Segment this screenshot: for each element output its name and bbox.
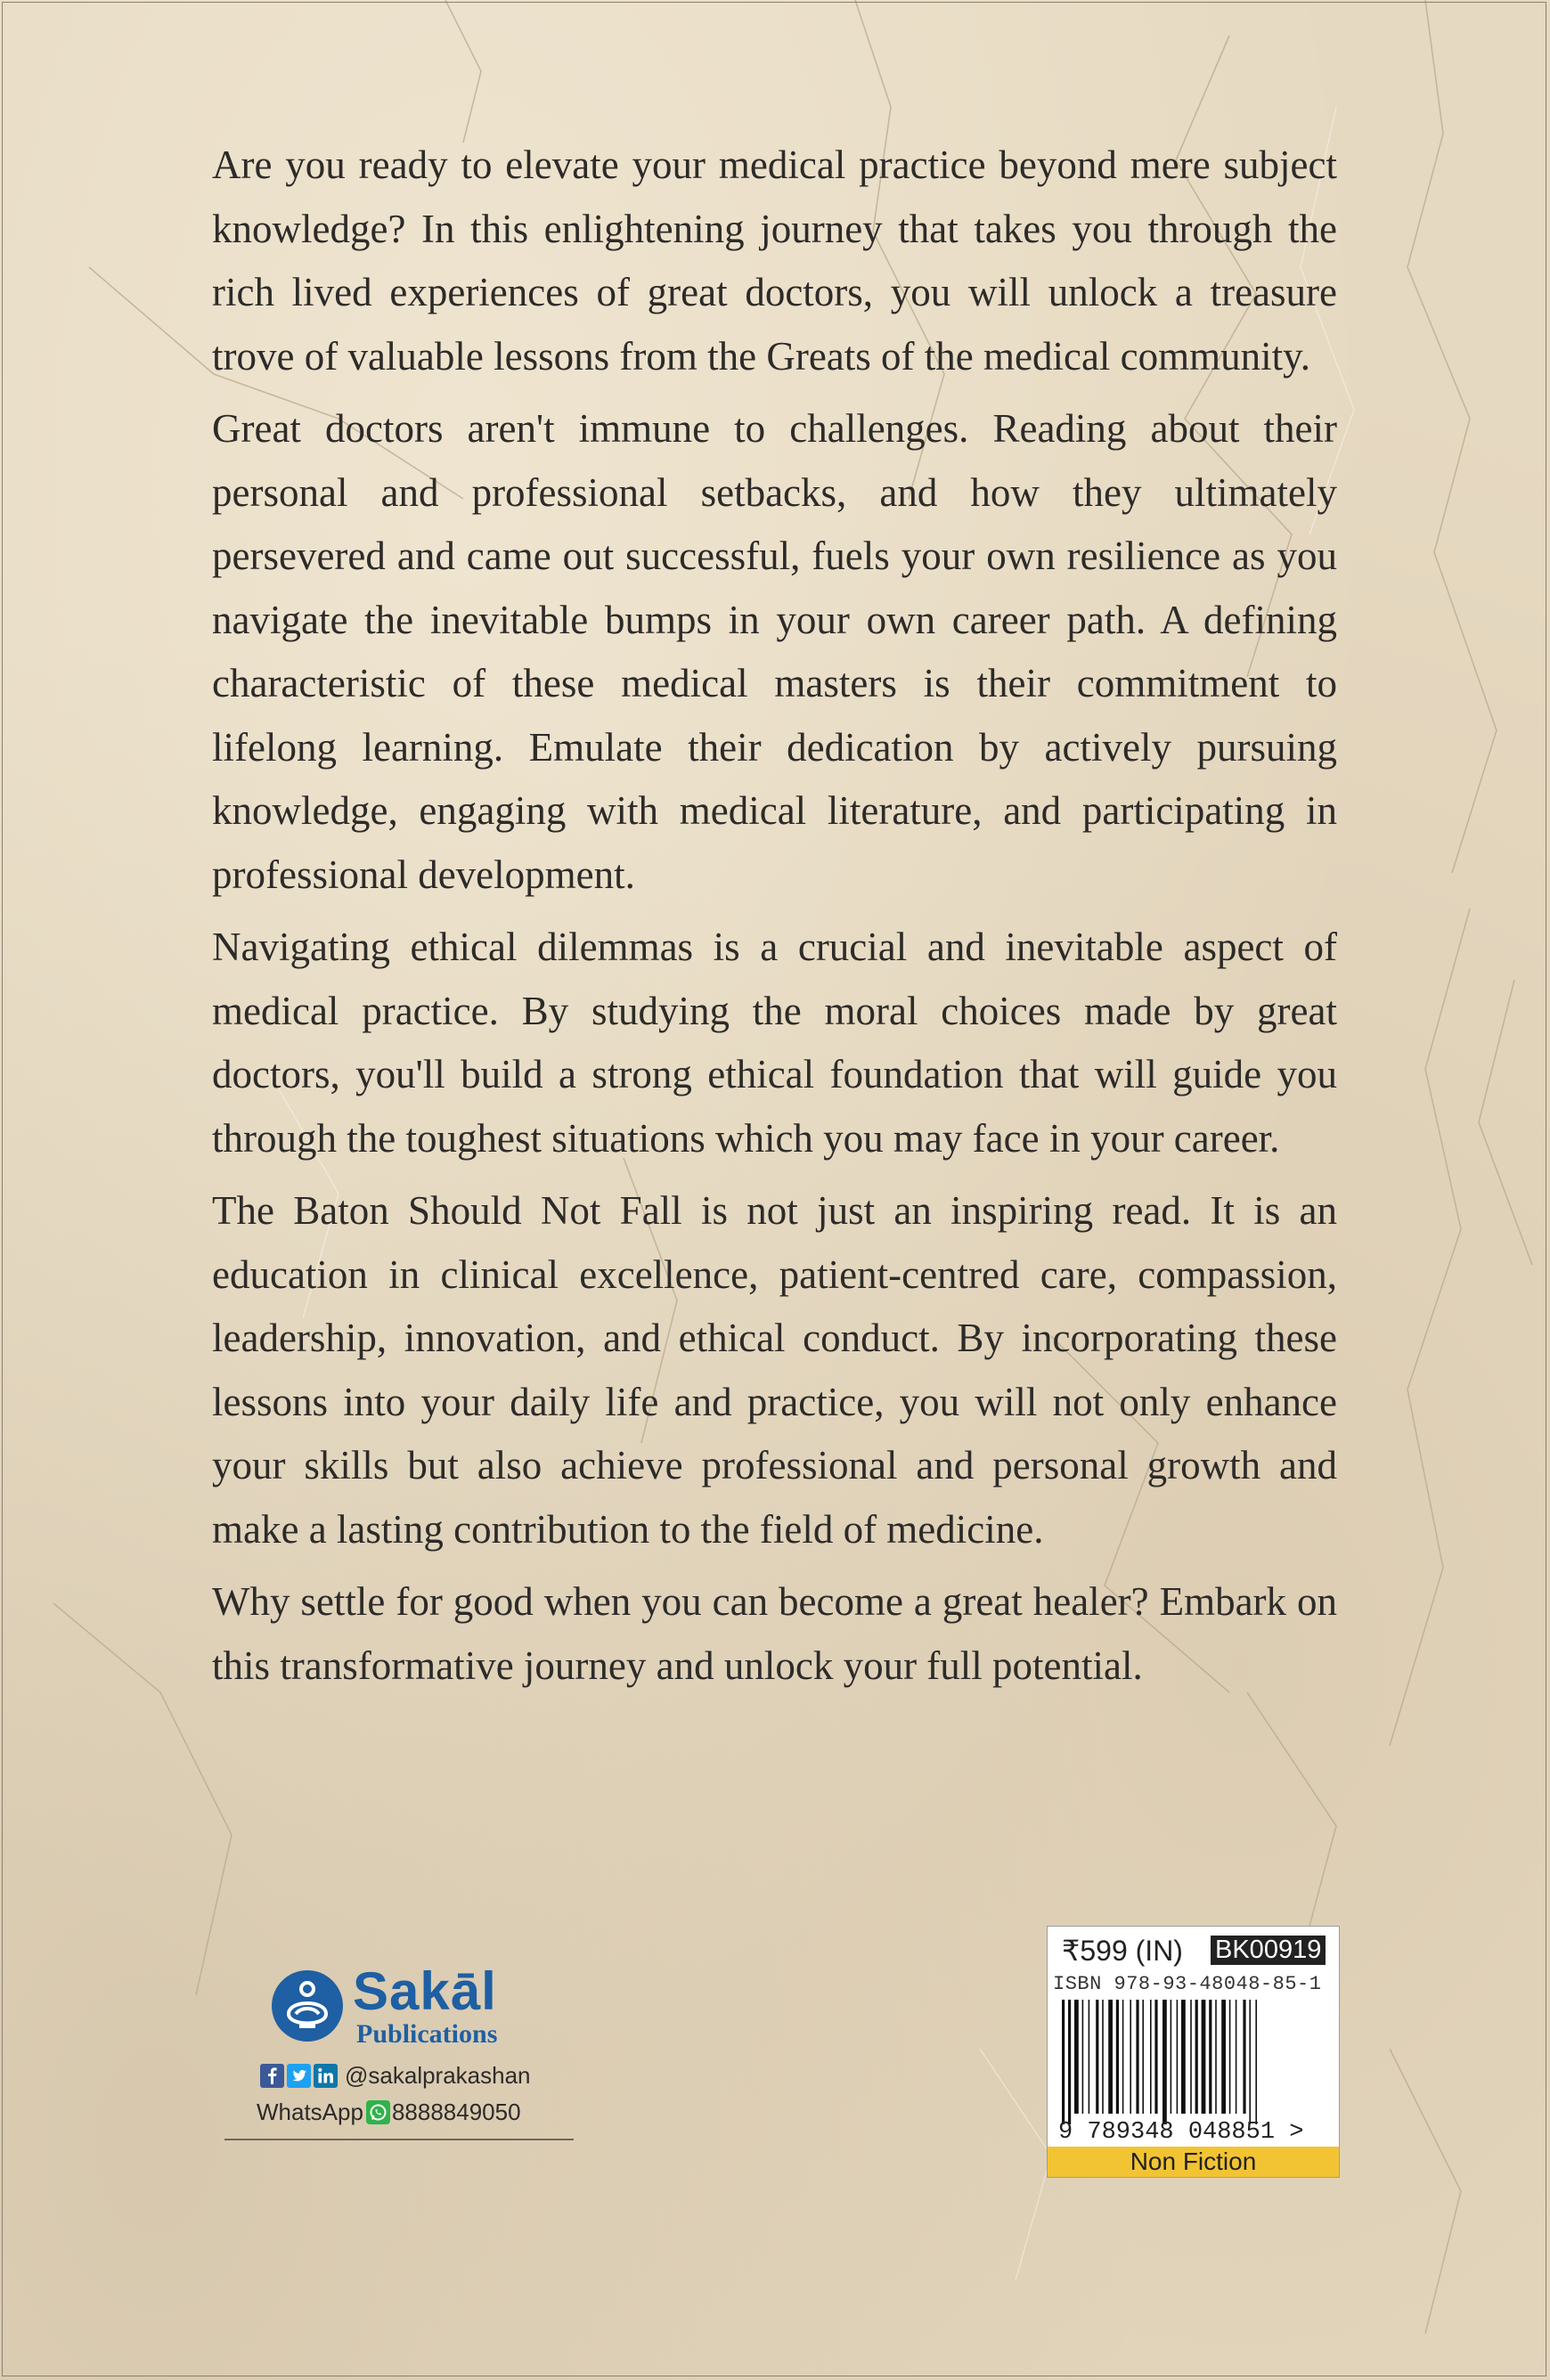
barcode-bar (1108, 2000, 1113, 2114)
sakal-emblem-icon (269, 1968, 346, 2044)
social-handle[interactable]: @sakalprakashan (345, 2062, 531, 2089)
publisher-logo (269, 1961, 574, 2049)
whatsapp-number[interactable]: 8888849050 (391, 2099, 521, 2125)
barcode-bar (1096, 2000, 1098, 2114)
barcode-bar (1062, 2000, 1065, 2124)
barcode-digits: 9 789348 048851 > (1058, 2119, 1304, 2146)
barcode-bar (1089, 2000, 1090, 2114)
publisher-divider (224, 2139, 574, 2140)
barcode-bar (1195, 2000, 1198, 2114)
barcode-bar (1122, 2000, 1124, 2114)
twitter-icon[interactable] (287, 2064, 311, 2088)
barcode-bar (1102, 2000, 1104, 2114)
barcode-bar (1150, 2000, 1152, 2114)
barcode-bar (1202, 2000, 1206, 2114)
barcode-bar (1215, 2000, 1217, 2114)
facebook-icon[interactable] (260, 2064, 284, 2088)
blurb-paragraph: Why settle for good when you can become a great healer? Embark on this transformative journey and unlock your full potential. (212, 1579, 1337, 1688)
back-cover-blurb (212, 134, 1337, 1707)
blurb-paragraph: The Baton Should Not Fall is not just an inspiring read. It is an education in clinical excellence, patient-centred care, compassion, leadership, innovation, and ethical conduct. By incorporating these lessons into your daily life and practice, you will not only enhance your skills but also achieve professional and personal growth and make a lasting contribution to the field of medicine. (212, 1188, 1337, 1552)
barcode-bar (1221, 2000, 1226, 2114)
social-links (260, 2062, 574, 2090)
blurb-paragraph: Are you ready to elevate your medical practice beyond mere subject knowledge? In this enlightening journey that takes you through the rich lived experiences of great doctors, you will unlock a treasure trove of valuable lessons from the Greats of the medical community. (212, 143, 1337, 379)
whatsapp-icon (366, 2100, 390, 2124)
barcode-bar (1074, 2000, 1079, 2114)
barcode-bar (1190, 2000, 1192, 2114)
price-label: ₹599 (IN) (1062, 1935, 1183, 1967)
barcode-bar (1116, 2000, 1119, 2114)
barcode-bar (1177, 2000, 1179, 2114)
barcode-bar (1181, 2000, 1186, 2114)
barcode-bar (1229, 2000, 1231, 2114)
barcode-bar (1130, 2000, 1131, 2114)
publisher-block (224, 1961, 574, 2140)
barcode-bar (1082, 2000, 1084, 2114)
whatsapp-label: WhatsApp (257, 2099, 363, 2125)
publisher-subtitle: Publications (356, 2019, 498, 2049)
barcode-bar (1236, 2000, 1237, 2114)
linkedin-icon[interactable] (314, 2064, 338, 2088)
isbn-label: ISBN 978-93-48048-85-1 (1053, 1973, 1322, 1995)
blurb-paragraph: Great doctors aren't immune to challenges. Reading about their personal and professional setbacks, and how they ultimately persevered and came out successful, fuels your own resilience as you navigate the inevitable bumps in your own career path. A defining characteristic of these medical masters is their commitment to lifelong learning. Emulate their dedication by actively pursuing knowledge, engaging with medical literature, and participating in professional development. (212, 406, 1337, 897)
genre-label: Non Fiction (1048, 2147, 1339, 2177)
price-barcode-box (1047, 1926, 1340, 2178)
barcode-bar (1249, 2000, 1251, 2124)
whatsapp-contact (257, 2099, 574, 2126)
barcode-bar (1142, 2000, 1144, 2114)
barcode-bar (1068, 2000, 1071, 2124)
isbn-barcode (1060, 2000, 1327, 2124)
barcode-bar (1255, 2000, 1257, 2124)
book-code-badge: BK00919 (1211, 1936, 1326, 1965)
barcode-bar (1154, 2000, 1157, 2114)
publisher-name: Sakāl (353, 1961, 497, 2021)
blurb-paragraph: Navigating ethical dilemmas is a crucial and inevitable aspect of medical practice. By studying the moral choices made by great doctors, you'll build a strong ethical foundation that will guide you through the toughest situations which you may face in your career. (212, 925, 1337, 1161)
barcode-bar (1136, 2000, 1138, 2114)
barcode-bar (1162, 2000, 1167, 2124)
barcode-bar (1209, 2000, 1211, 2114)
barcode-bar (1171, 2000, 1172, 2114)
barcode-bar (1243, 2000, 1245, 2114)
